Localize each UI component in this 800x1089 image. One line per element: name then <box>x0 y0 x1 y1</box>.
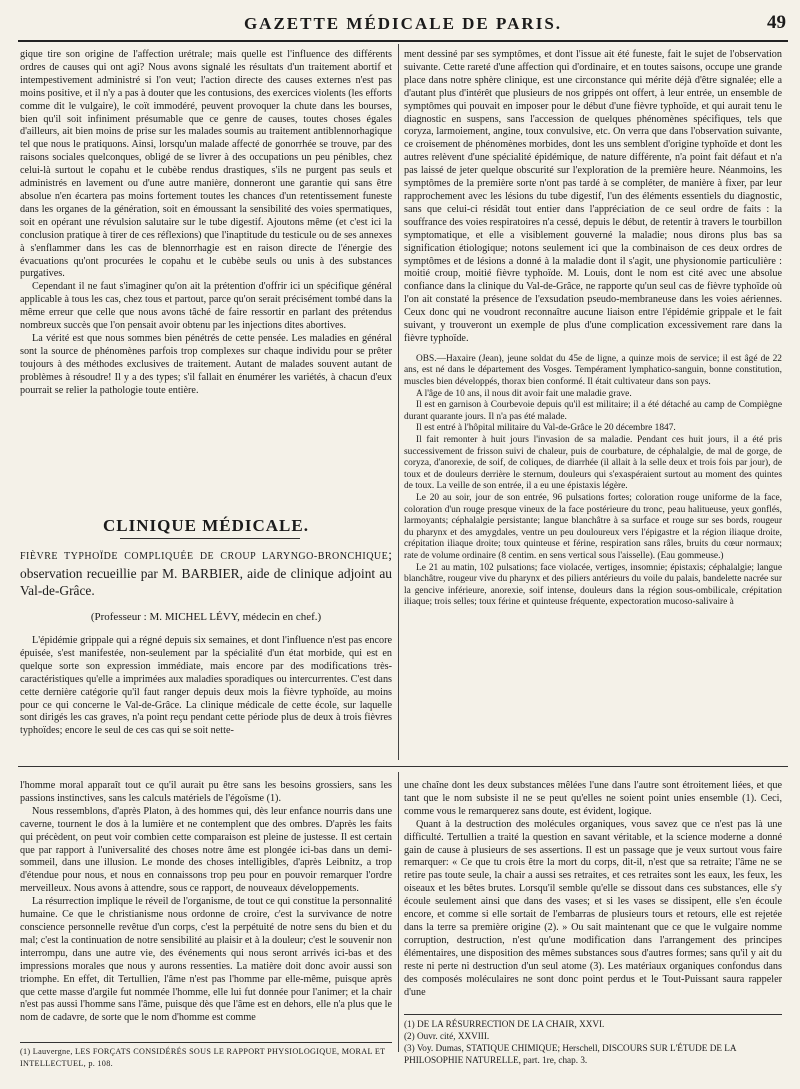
observation-paragraph: A l'âge de 10 ans, il nous dit avoir fait une maladie grave. <box>416 388 632 399</box>
footnote-left: (1) Lauvergne, LES FORÇATS CONSIDÉRÉS SOUS LE RAPPORT PHYSIOLOGIQUE, MORAL ET INTELLECTUEL, p. 108. <box>20 1047 386 1068</box>
page-header <box>18 10 788 42</box>
observation-paragraph: OBS.—Haxaire (Jean), jeune soldat du 45e de ligne, a quinze mois de service; il est âgé de 22 ans, est né dans le département des Vosges. Tempérament lymphatico-sanguin, bonne constitution, muscles bien développés, thorax bien conformé. Il était cultivateur dans son pays. <box>404 353 782 388</box>
article-title-smallcaps: FIÈVRE TYPHOÏDE COMPLIQUÉE DE CROUP LARYNGO-BRONCHIQUE <box>20 551 389 562</box>
paragraph: Cependant il ne faut s'imaginer qu'on ait la prétention d'offrir ici un spécifique général applicable à tous les cas, chez tous et partout, parce qu'on serait précisément tombé dans la même erreur que celle que nous avons tâché de faire ressortir en parlant des prétendus nombreux succès que l'on pensait avoir obtenu par les injections dites abortives. <box>20 281 392 332</box>
column-right-top <box>404 49 782 759</box>
paragraph: une chaîne dont les deux substances mêlées l'une dans l'autre sont étroitement liées, et que tant que le nom subsiste il ne se peut qu'elles ne soient point unies ensemble (1). Ceci, comme vous le remarquerez sans doute, est évident, logique. <box>404 780 782 817</box>
column-divider-top <box>398 44 399 760</box>
footnote-item: (1) DE LA RÉSURRECTION DE LA CHAIR, XXVI. <box>404 1019 605 1029</box>
column-left-top <box>20 49 392 517</box>
section-title: CLINIQUE MÉDICALE. <box>103 516 309 535</box>
observation-paragraph: Il est entré à l'hôpital militaire du Val-de-Grâce le 20 décembre 1847. <box>416 423 676 434</box>
footnotes-right <box>404 1018 782 1066</box>
page-number: 49 <box>767 12 786 33</box>
journal-title: GAZETTE MÉDICALE DE PARIS. <box>243 14 563 33</box>
section-rule <box>120 538 300 539</box>
paragraph: La résurrection implique le réveil de l'organisme, de tout ce qui constitue la personnalité humaine. Ce que le christianisme nous ordonne de croire, c'est la survivance de notre conscience personnelle revêtue d'un corps, c'est la perpétuité de notre sens du bien et du mal; c'est la continuation de notre sensibilité au plaisir et à la douleur; c'est le souvenir non interrompu, dans une autre vie, des événements qui nous seront arrivés ici-bas et des impressions morales que nous y aurons ressenties. La matière doit donc avoir aussi son triomphe. En effet, dit Tertullien, l'âme n'est pas l'homme par elle-même, puisque après que cette masse d'argile fut nommée l'homme, elle lui fut donnée pour l'animer; et la chair n'est pas aussi l'homme sans l'âme, puisque dès que l'âme est en dehors, elle n'a plus que le nom de cadavre, de sorte que le nom d'homme est comme <box>20 896 392 1024</box>
article-title-rest: ; observation recueillie par M. BARBIER, aide de clinique adjoint au Val-de-Grâce. <box>20 547 392 598</box>
footnote-item: (2) Ouvr. cité, XXVIII. <box>404 1031 490 1041</box>
paragraph: ment dessiné par ses symptômes, et dont l'issue ait été funeste, fait le sujet de l'observation suivante. Cette rareté d'une affection qui d'ordinaire, et en toutes saisons, occupe une grande place dans notre sphère clinique, est une circonstance qui mérite déjà d'être signalée; elle a d'autant plus d'intérêt que plusieurs de nos grippés ont offert, à leur entrée, un ensemble de symptômes qui pouvait en imposer pour le début d'une fièvre typhoïde, et qui aurait tenu le diagnostic en suspens, sans l'accession de quelques phénomènes spécifiques, tels que coryza, larmoiement, angine, toux convulsive, etc. On verra que dans l'observation suivante, ce croisement de phénomènes morbides, dont les uns semblent d'origine typhoïde et dont les autres relèvent d'une spécialité épidémique, de nature différente, n'a point fait défaut et n'a pas laissé de jeter quelque obscurité sur l'exploration de la première heure. Néanmoins, les symptômes de la première sorte n'ont pas tardé à se compléter, de manière à fixer, par leur rapprochement avec les lésions du tube digestif, l'un des éléments essentiels du diagnostic, sans que celui-ci résidât tout entier dans l'appréciation de ce seul ordre de faits : la souffrance des voies respiratoires n'a cessé, depuis le début, de retentir à travers le tourbillon symptomatique, et elle a visiblement gouverné la maladie; nous dirons plus bas sa signification étiologique; notons seulement ici que la combinaison de ces deux ordres de symptômes et de lésions a donné à la maladie dont il s'agit, une physionomie particulière : moitié croup, moitié fièvre typhoïde. M. Louis, dont le nom est cité avec une absolue confiance dans la clinique du Val-de-Grâce, ne rapporte qu'un seul cas de fièvre typhoïde où l'on ait constaté la présence de l'exsudation pseudo-membraneuse dans les voies aériennes. Ceux donc qui ne voudront reconnaître aucune liaison entre l'épidémie grippale et le fait suivant, y trouveront un exemple de plus d'une complication excessivement rare dans la fièvre typhoïde. <box>404 49 782 344</box>
article-heading <box>20 546 392 599</box>
paragraph: l'homme moral apparaît tout ce qu'il aurait pu être sans les besoins grossiers, sans les passions instinctives, sans les calculs matériels de l'égoïsme (1). <box>20 780 392 804</box>
footnote-rule-right <box>404 1014 782 1015</box>
observation-block <box>404 354 782 609</box>
paragraph: Quant à la destruction des molécules organiques, vous savez que ce n'est pas là une difficulté. Tertullien a traité la question en savant véritable, et la science moderne a donné gain de cause à plusieurs de ses assertions. Il est un passage que je veux surtout vous faire remarquer: « Ce que tu crois être la mort du corps, dit-il, n'est que sa retraite; l'âme ne se retire pas toute seule, la chair a aussi ses retraites, et ces retraites sont les eaux, les feux, les oiseaux et les bêtes brutes. Lorsqu'il semble qu'elle se dissout dans ces substances, elle s'y écoule seulement ainsi que dans des vases; et si les vases se dissipent, elle s'en écoule encore, et comme si elle sortait de l'embarras de plusieurs tours et retours, elle est rejetée dans la terre sa première origine (2). » Ou sait maintenant que ce que le vulgaire nomme corruption, destruction, n'est qu'une modification dans l'arrangement des principes élémentaires, une disposition des mêmes substances sous d'autres formes; sans qu'il y ait du reste ni perte ni destruction d'un seul atome (3). Les matériaux organiques confondus dans des composés moléculaires ne sont donc point perdus et le Tout-Puissant saura rappeler d'une <box>404 818 782 998</box>
observation-paragraph: Il est en garnison à Courbevoie depuis qu'il est militaire; il a été détaché au camp de Compiègne durant quarante jours. Il n'a pas été malade. <box>404 400 782 422</box>
paragraph: Nous ressemblons, d'après Platon, à des hommes qui, dès leur enfance nourris dans une caverne, tournent le dos à la lumière et ne contemplent que des ombres. D'après les faits qui précèdent, on peut voir combien cette comparaison est pleine de justesse. Il est certain que par rapport à l'universalité des choses notre âme est plongée ici-bas dans un demi-sommeil, dans une illusion. Le monde des choses intelligibles, d'après Leibnitz, a trop d'étendue pour nous, et nous en connaissons trop peu pour en pouvoir remarquer l'ordre merveilleux. Nous avons à attendre, sous ce rapport, de nouveaux développements. <box>20 805 392 895</box>
paragraph: L'épidémie grippale qui a régné depuis six semaines, et dont l'influence n'est pas encore épuisée, s'est manifestée, non-seulement par la spécialité d'un état morbide, qui est en quelque sorte son expression immédiate, mais encore par des modifications très-caractéristiques qu'elle a imprimées aux maladies sporadiques ou intercurrentes. C'est dans cette dernière catégorie qu'il faut ranger depuis deux mois la fièvre typhoïde, au moins pour ce qui concerne le Val-de-Grâce. La clinique médicale de cette école, sur laquelle sont dirigés les cas graves, n'a point reçu pendant cette période plus de deux à trois fièvres typhoïdes; encore le seul de ces cas qui se soit nette- <box>20 635 392 737</box>
footnote-item: (3) Voy. Dumas, STATIQUE CHIMIQUE; Herschell, DISCOURS SUR L'ÉTUDE DE LA PHILOSOPHIE NATURELLE, part. 1re, chap. 3. <box>404 1043 736 1065</box>
professor-line: (Professeur : M. MICHEL LÉVY, médecin en chef.) <box>90 611 322 623</box>
horizontal-divider <box>18 766 788 767</box>
column-right-bottom <box>404 780 782 1010</box>
column-left-article <box>20 635 392 755</box>
observation-paragraph: Le 20 au soir, jour de son entrée, 96 pulsations fortes; coloration rouge uniforme de la face, coloration d'un rouge presque vineux de la face postérieure du tronc, peau halitueuse, yeux gonflés, larmoyants; céphalalgie persistante; langue blanchâtre à sa surface et rouge sur ses bords, rougeur du pharynx et des amygdales, ventre un peu douloureux vers l'épigastre et la région iliaque droite, crépitation iliaque droite; toux quinteuse et férine, respiration sans râles, bruits du cœur normaux; rate de volume ordinaire (8 centim. en sens vertical sous l'aisselle). (Eau gommeuse.) <box>404 492 782 561</box>
column-divider-bottom <box>398 772 399 1052</box>
paragraph: La vérité est que nous sommes bien pénétrés de cette pensée. Les maladies en général sont la source de phénomènes parfois trop complexes sur chaque individu pour se prêter toujours à des méthodes exclusives de traitement. Autant de malades souvent autant de problèmes à résoudre! Il y a des types; s'il fallait en énumérer les variétés, à chacun d'eux pourrait se relier la pathologie toute entière. <box>20 332 392 396</box>
paragraph: gique tire son origine de l'affection urétrale; mais quelle est l'influence des différents ordres de causes qui ont agi? Nous avons signalé les résultats d'un traitement abortif et intempestivement administré si l'on veut; l'action directe des causes externes n'est pas moins positive, et il n'y a pas à douter que les contusions, des exercices violents (les efforts comme dit le vulgaire), le coït immodéré, peuvent provoquer la chute dans les bourses, bien qu'il soit infiniment présumable que ce genre de causes, toutes choses égales d'ailleurs, ait bien moins de prise sur les malades soumis au traitement antiblennorhagique tel que nous le pratiquons. Ainsi, lorsqu'un malade affecté de gonorrhée se trouve, par des raisons sociales quelconques, obligé de se livrer à des occupations un peu pénibles, chez celui-là surtout le copahu et le cubèbe rendus drastiques, s'ils ne purgent pas seuls et administrés en lavement ou d'une autre manière, donneront une garantie qui sans être absolue n'en écartera pas moins fortement toutes les chances d'un retentissement funeste dans les organes de la génération, soit en émoussant la sensibilité des voies spermatiques, soit en opérant une révulsion salutaire sur le tube digestif. Ajoutons même (et c'est ici la conclusion pratique à tirer de ces réflexions) que l'inaptitude du testicule ou de ses annexes à s'enflammer dans les cas de blennorrhagie est en raison directe de l'énergie des évacuations qu'ont procurées le copahu et le cubèbe seuls ou unis à des substances purgatives. <box>20 49 392 280</box>
footnote-rule-left <box>20 1042 392 1043</box>
column-left-bottom <box>20 780 392 1050</box>
observation-paragraph: Le 21 au matin, 102 pulsations; face violacée, vertiges, insomnie; épistaxis; céphalalgie; langue blanchâtre, rougeur vive du pharynx et des piliers antérieurs du voile du palais, bandelette nacrée sur la gencive inférieure, anorexie, soif intense, douleurs dans la région sous-ombilicale, crépitation iliaque; trois selles; toux férine et quinteuse fréquente, expectoration mucoso-salivaire à <box>404 562 782 608</box>
observation-paragraph: Il fait remonter à huit jours l'invasion de sa maladie. Pendant ces huit jours, il a été pris successivement de frisson suivi de chaleur, puis de courbature, de céphalalgie, de mal de gorge, de coryza, d'anorexie, de soif, de coliques, de diarrhée (il allait à la selle deux et trois fois par jour), de toux et de douleurs derrière le sternum, douleurs qui s'exaspéraient surtout au moment des quintes de toux. La veille de son entrée, il a eu une épistaxis légère. <box>404 435 782 492</box>
